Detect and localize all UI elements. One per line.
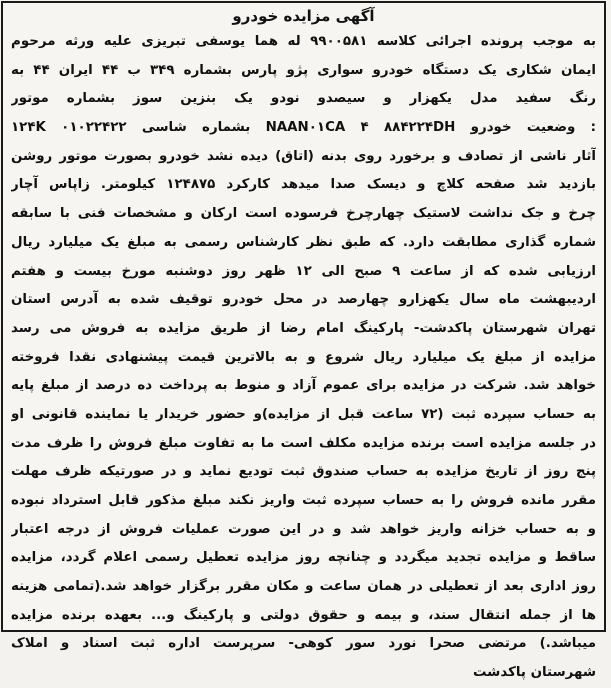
notice-line: پنج روز از تاریخ مزایده به حساب صندوق ثبت تودیع نماید و در صورتیکه ظرف مهلت [11, 464, 596, 480]
notice-line: شهرستان پاکدشت [472, 665, 596, 681]
notice-line: چرخ و جک نداشت لاستیک چهارچرخ فرسوده است ارکان و مشخصات فنی با سابقه [11, 206, 596, 222]
notice-line: ارزیابی شده که از ساعت ۹ صبح الی ۱۲ ظهر روز دوشنبه مورخ بیست و هفتم [11, 263, 596, 279]
notice-line: تهران شهرستان پاکدشت- پارکینگ امام رضا از طریق مزایده به فروش می رسد [11, 320, 596, 336]
notice-title: آگهی مزایده خودرو [232, 7, 375, 25]
notice-line: میباشد.) مرتضی صحرا نورد سور کوهی- سرپرست اداره ثبت اسناد و املاک [11, 636, 596, 652]
notice-line: ۱۲۴K ۰۱۰۲۲۴۲۲ بشماره شاسی NAAN۰۱CA ۴ ۸۸۴۲۲۴DH وضعیت خودرو : [11, 120, 596, 136]
notice-line: شماره گذاری مطابقت دارد. که طبق نظر کارشناس رسمی به مبلغ یک میلیارد ریال [11, 234, 596, 250]
notice-line: رنگ سفید مدل یکهزار و سیصدو نودو یک بنزین سوز بشماره موتور [11, 91, 596, 107]
notice-line: ها از جمله انتقال سند، و بیمه و حقوق دولتی و پارکینگ و... بعهده برنده مزایده [11, 607, 596, 623]
notice-line: اردیبهشت ماه سال یکهزارو چهارصد در محل خودرو توقیف شده به آدرس استان [11, 292, 596, 308]
notice-line: در جلسه مزایده است برنده مزایده مکلف است ما به تفاوت مبلغ فروش را ظرف مدت [11, 435, 596, 451]
notice-line: و به حساب خزانه واریز خواهد شد و در این صورت عملیات فروش از درجه اعتبار [11, 521, 596, 537]
notice-line: آثار ناشی از تصادف و برخورد روی بدنه (اتاق) دیده نشد خودرو بصورت موتور روشن [11, 148, 596, 164]
notice-body [11, 28, 596, 688]
auction-notice [1, 1, 606, 681]
notice-line: مزایده از مبلغ یک میلیارد ریال شروع و به بالاترین قیمت پیشنهادی نقدا فروخته [11, 349, 596, 365]
notice-line: مقرر مانده فروش را به حساب سپرده ثبت واریز نکند مبلغ مذکور قابل استرداد نبوده [11, 493, 596, 508]
notice-line: بازدید شد صفحه کلاچ و دیسک صدا میدهد کارکرد ۱۲۴۸۷۵ کیلومتر. زاپاس آچار [11, 177, 596, 193]
notice-line: ساقط و مزایده تجدید میگردد و چنانچه روز مزایده تعطیل رسمی اعلام گردد، مزایده [11, 550, 596, 566]
notice-line: روز اداری بعد از تعطیلی در همان ساعت و مکان مقرر برگزار خواهد شد.(تمامی هزینه [11, 579, 596, 595]
notice-line: ایمان شکاری یک دستگاه خودرو سواری پژو پارس بشماره ۳۴۹ ب ۴۴ ایران ۴۴ به [11, 62, 596, 78]
notice-line: به حساب سپرده ثبت (۷۲ ساعت قبل از مزایده)و حضور خریدار یا نماینده قانونی او [11, 406, 596, 422]
notice-line: خواهد شد. شرکت در مزایده برای عموم آزاد و منوط به پرداخت ده درصد از مبلغ پایه [11, 378, 596, 394]
notice-line: به موجب پرونده اجرائی کلاسه ۹۹۰۰۵۸۱ له هما یوسفی تبریزی علیه ورثه مرحوم [11, 34, 596, 49]
